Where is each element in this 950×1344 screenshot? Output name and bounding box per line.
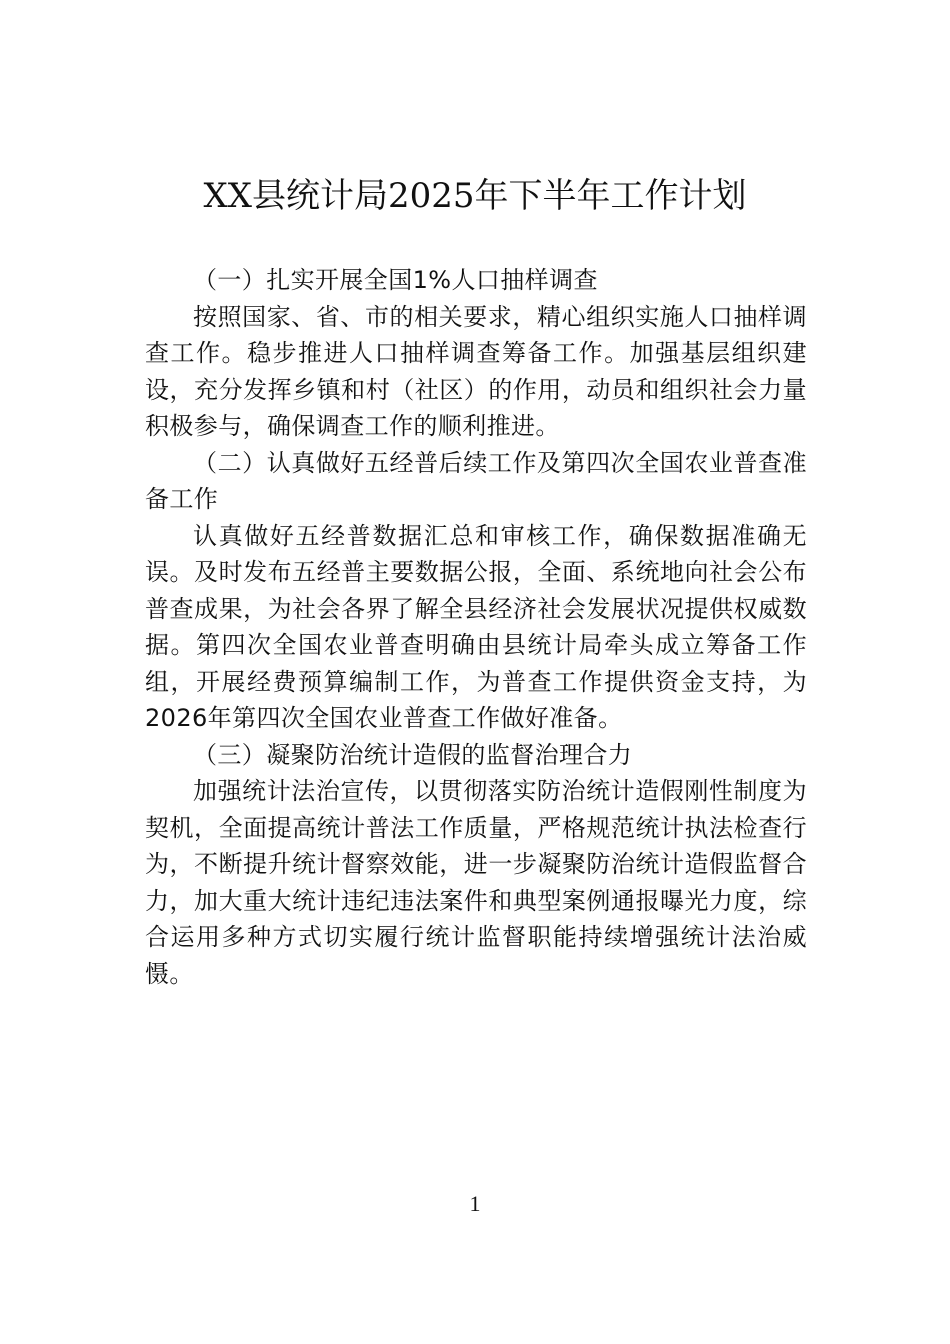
section-heading-1: （一）扎实开展全国1%人口抽样调查	[193, 266, 598, 294]
section-paragraph-1: 按照国家、省、市的相关要求，精心组织实施人口抽样调查工作。稳步推进人口抽样调查筹备工作。加强基层组织建设，充分发挥乡镇和村（社区）的作用，动员和组织社会力量积极参与，确保调查工作的顺利推进。	[145, 302, 807, 440]
page-number: 1	[469, 1191, 481, 1216]
document-body	[145, 262, 807, 992]
section-paragraph-3: 加强统计法治宣传，以贯彻落实防治统计造假刚性制度为契机，全面提高统计普法工作质量，严格规范统计执法检查行为，不断提升统计督察效能，进一步凝聚防治统计造假监督合力，加大重大统计违纪违法案件和典型案例通报曝光力度，综合运用多种方式切实履行统计监督职能持续增强统计法治威慑。	[145, 777, 807, 988]
section-paragraph-2: 认真做好五经普数据汇总和审核工作，确保数据准确无误。及时发布五经普主要数据公报，全面、系统地向社会公布普查成果，为社会各界了解全县经济社会发展状况提供权威数据。第四次全国农业普查明确由县统计局牵头成立筹备工作组，开展经费预算编制工作，为普查工作提供资金支持，为2026年第四次全国农业普查工作做好准备。	[145, 521, 807, 732]
document-title: XX县统计局2025年下半年工作计划	[203, 176, 747, 216]
section-heading-3: （三）凝聚防治统计造假的监督治理合力	[193, 740, 633, 769]
section-heading-2: （二）认真做好五经普后续工作及第四次全国农业普查准备工作	[145, 448, 807, 513]
